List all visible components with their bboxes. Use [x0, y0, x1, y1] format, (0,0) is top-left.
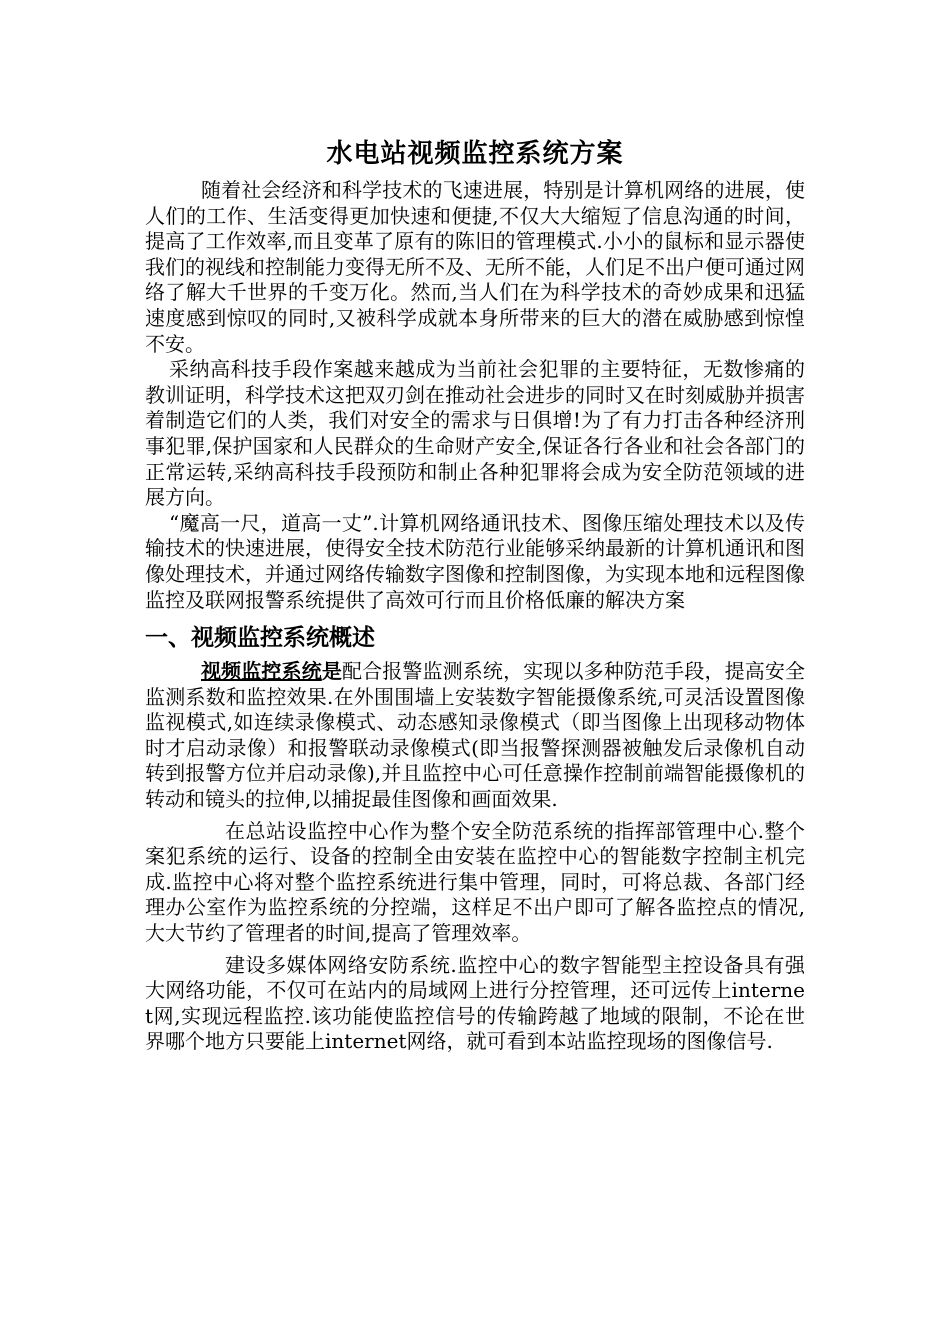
- video-surveillance-system-term: 视频监控系统: [201, 659, 322, 684]
- overview-paragraph-1: [145, 659, 805, 813]
- section-heading-overview: 一、视频监控系统概述: [145, 624, 375, 652]
- overview-paragraph-1-text: 配合报警监测系统，实现以多种防范手段，提高安全监测系数和监控效果.在外围围墙上安装数字智能摄像系统,可灵活设置图像监视模式,如连续录像模式、动态感知录像模式（即当图像上出现移动物体时才启动录像）和报警联动录像模式(即当报警探测器被触发后录像机自动转到报警方位并启动录像),并且监控中心可任意操作控制前端智能摄像机的转动和镜头的拉伸,以捕捉最佳图像和画面效果.: [145, 659, 806, 812]
- overview-paragraph-2: 在总站设监控中心作为整个安全防范系统的指挥部管理中心.整个案犯系统的运行、设备的控制全由安装在监控中心的智能数字控制主机完成.监控中心将对整个监控系统进行集中管理，同时，可将总裁、各部门经理办公室作为监控系统的分控端，这样足不出户即可了解各监控点的情况,大大节约了管理者的时间,提高了管理效率。: [145, 818, 805, 946]
- document-title: 水电站视频监控系统方案: [326, 139, 624, 169]
- intro-paragraph-2: 采纳高科技手段作案越来越成为当前社会犯罪的主要特征，无数惨痛的教训证明，科学技术这把双刃剑在推动社会进步的同时又在时刻威胁并损害着制造它们的人类，我们对安全的需求与日俱增!为了有力打击各种经济刑事犯罪,保护国家和人民群众的生命财产安全,保证各行各业和社会各部门的正常运转,采纳高科技手段预防和制止各种犯罪将会成为安全防范领域的进展方向。: [145, 357, 805, 510]
- intro-paragraph-3: “魔高一尺，道高一丈”.计算机网络通讯技术、图像压缩处理技术以及传输技术的快速进展，使得安全技术防范行业能够采纳最新的计算机通讯和图像处理技术，并通过网络传输数字图像和控制图像，为实现本地和远程图像监控及联网报警系统提供了高效可行而且价格低廉的解决方案: [145, 510, 805, 612]
- lead-verb: 是: [321, 659, 342, 684]
- overview-paragraph-3: 建设多媒体网络安防系统.监控中心的数字智能型主控设备具有强大网络功能，不仅可在站内的局域网上进行分控管理，还可远传上internet网,实现远程监控.该功能使监控信号的传输跨越了地域的限制，不论在世界哪个地方只要能上internet网络，就可看到本站监控现场的图像信号.: [145, 952, 805, 1054]
- document-page: [145, 130, 805, 1055]
- intro-paragraph-1: 随着社会经济和科学技术的飞速进展，特别是计算机网络的进展，使人们的工作、生活变得更加快速和便捷,不仅大大缩短了信息沟通的时间，提高了工作效率,而且变革了原有的陈旧的管理模式.小小的鼠标和显示器使我们的视线和控制能力变得无所不及、无所不能，人们足不出户便可通过网络了解大千世界的千变万化。然而,当人们在为科学技术的奇妙成果和迅猛速度感到惊叹的同时,又被科学成就本身所带来的巨大的潜在威胁感到惊惶不安。: [145, 178, 805, 356]
